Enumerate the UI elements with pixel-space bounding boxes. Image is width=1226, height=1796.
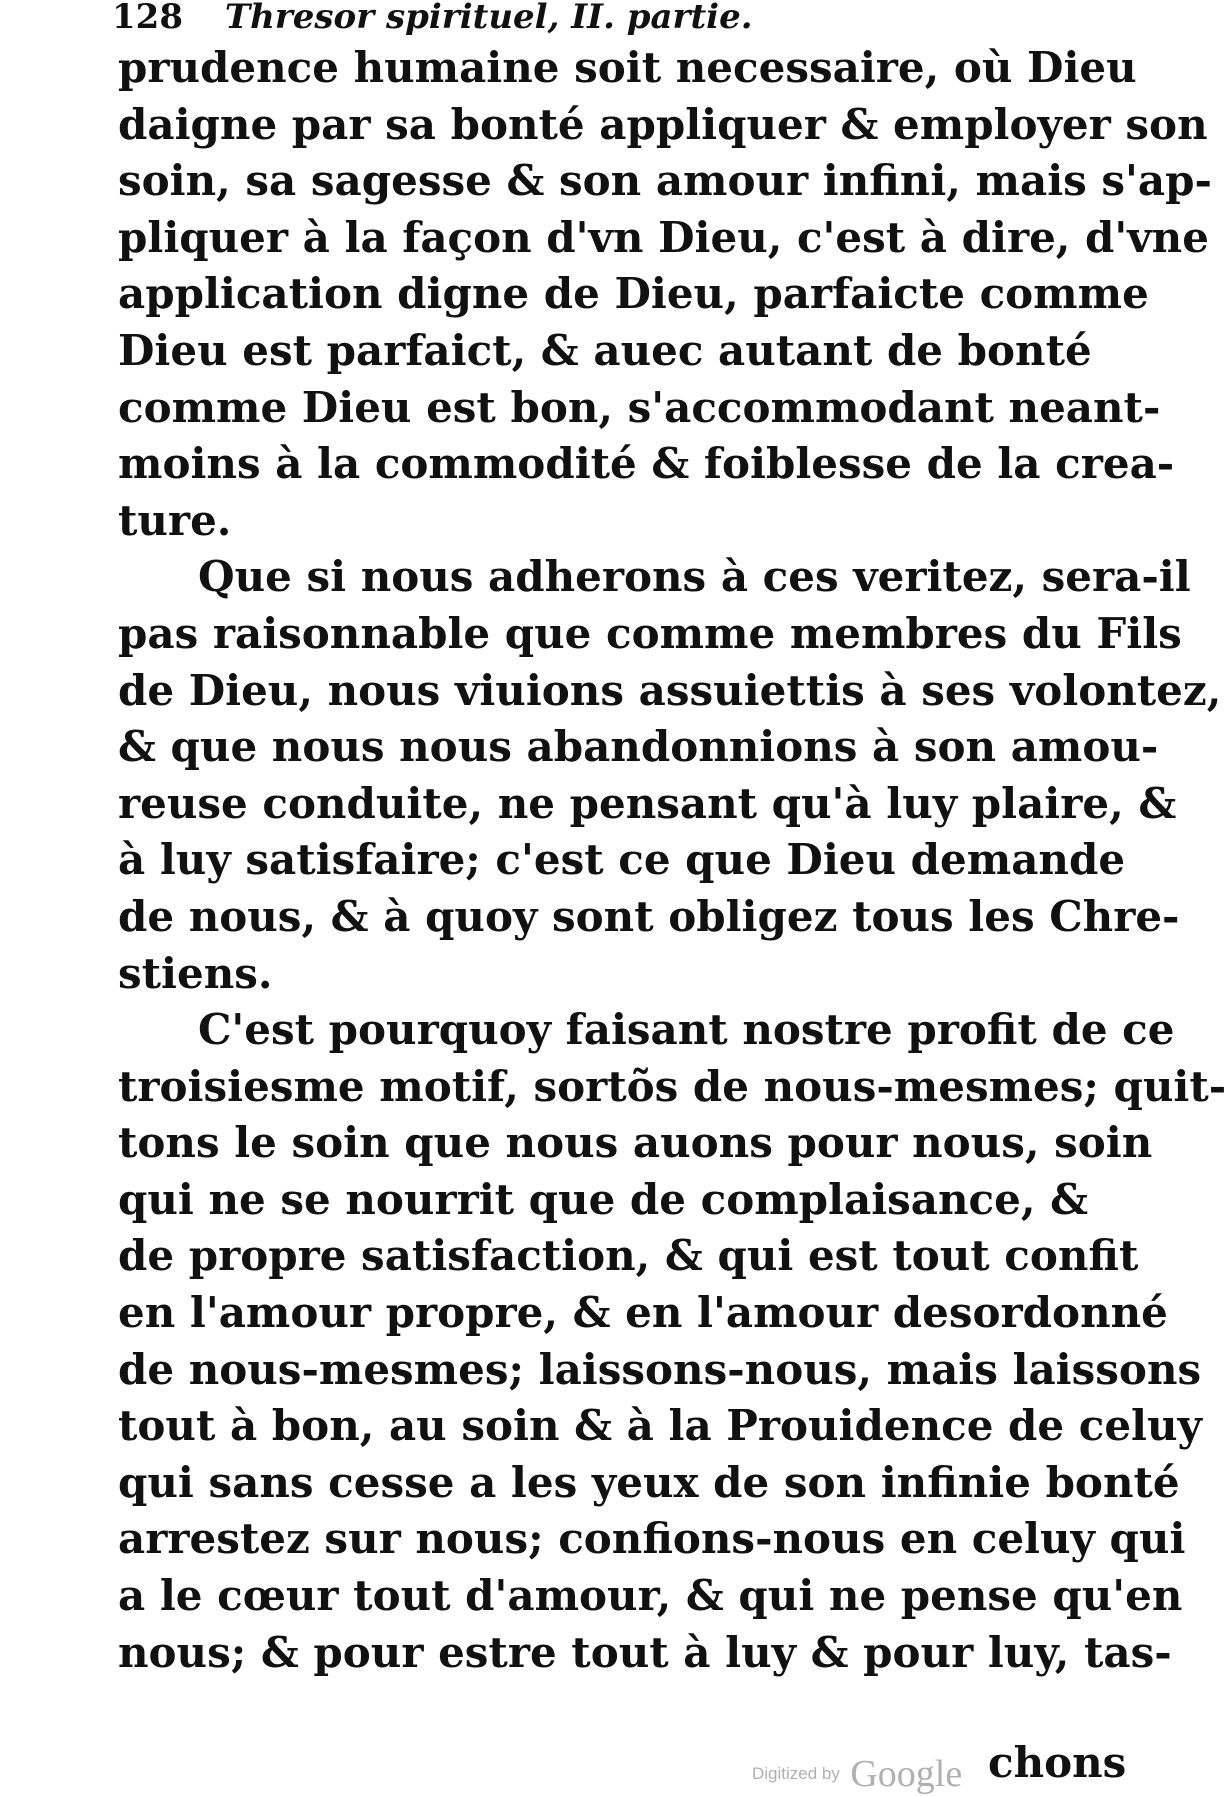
- text-line: a le cœur tout d'amour, & qui ne pense qu'en: [118, 1571, 1183, 1621]
- text-line: pliquer à la façon d'vn Dieu, c'est à dire, d'vne: [118, 212, 1209, 262]
- text-line: ture.: [118, 495, 232, 545]
- text-line: Que si nous adherons à ces veritez, sera-il: [198, 552, 1191, 602]
- text-line: & que nous nous abandonnions à son amou-: [118, 722, 1159, 772]
- text-line: moins à la commodité & foiblesse de la crea-: [118, 439, 1175, 489]
- text-line: de nous, & à quoy sont obligez tous les Chre-: [118, 891, 1180, 941]
- text-line: arrestez sur nous; confions-nous en celuy qui: [118, 1514, 1186, 1564]
- text-line: troisiesme motif, sortõs de nous-mesmes; quit-: [118, 1061, 1226, 1111]
- running-title: Thresor spirituel, II. partie.: [224, 0, 753, 37]
- text-line: Dieu est parfaict, & auec autant de bonté: [118, 325, 1092, 375]
- text-line: tons le soin que nous auons pour nous, soin: [118, 1118, 1153, 1168]
- text-line: qui ne se nourrit que de complaisance, &: [118, 1174, 1088, 1224]
- text-line: de propre satisfaction, & qui est tout confit: [118, 1231, 1139, 1281]
- catchword: chons: [988, 1738, 1127, 1787]
- text-line: soin, sa sagesse & son amour infini, mais s'ap-: [118, 156, 1212, 206]
- page-number: 128: [112, 0, 183, 37]
- text-line: daigne par sa bonté appliquer & employer son: [118, 99, 1208, 149]
- digitized-watermark: [752, 1752, 963, 1795]
- text-line: en l'amour propre, & en l'amour desordonné: [118, 1288, 1168, 1338]
- text-line: comme Dieu est bon, s'accommodant neant-: [118, 382, 1161, 432]
- running-head: [112, 0, 1072, 40]
- text-line: de nous-mesmes; laissons-nous, mais laissons: [118, 1344, 1202, 1394]
- text-line: prudence humaine soit necessaire, où Dieu: [118, 43, 1137, 92]
- text-line: pas raisonnable que comme membres du Fils: [118, 608, 1182, 658]
- text-line: C'est pourquoy faisant nostre profit de ce: [198, 1005, 1175, 1055]
- text-line: à luy satisfaire; c'est ce que Dieu demande: [118, 835, 1126, 885]
- text-line: tout à bon, au soin & à la Prouidence de celuy: [118, 1401, 1202, 1451]
- google-logo: Google: [850, 1753, 963, 1795]
- watermark-prefix: Digitized by: [752, 1764, 840, 1783]
- text-line: application digne de Dieu, parfaicte comme: [118, 269, 1149, 319]
- body-text: [118, 40, 1226, 1681]
- text-line: qui sans cesse a les yeux de son infinie bonté: [118, 1457, 1180, 1507]
- text-line: reuse conduite, ne pensant qu'à luy plaire, &: [118, 778, 1177, 828]
- text-line: nous; & pour estre tout à luy & pour luy, tas-: [118, 1627, 1172, 1677]
- text-line: de Dieu, nous viuions assuiettis à ses volontez,: [118, 665, 1222, 715]
- text-line: stiens.: [118, 948, 273, 998]
